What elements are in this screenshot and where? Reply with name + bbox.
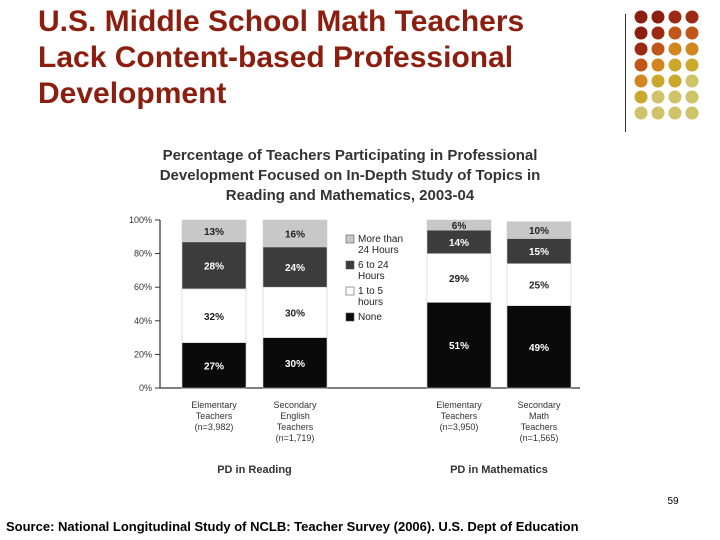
bar-data-label: 49% <box>528 342 550 354</box>
decorative-dot <box>686 59 699 72</box>
bar-data-label: 27% <box>203 361 225 373</box>
slide-title-line: Lack Content-based Professional <box>38 41 514 74</box>
legend-label: 24 Hours <box>358 245 399 256</box>
y-tick-label: 80% <box>133 248 152 259</box>
group-label: PD in Mathematics <box>450 464 548 476</box>
decorative-dot <box>669 43 682 56</box>
legend-label: 1 to 5 <box>358 286 384 297</box>
source-citation: Source: National Longitudinal Study of NCLB: Teacher Survey (2006). U.S. Dept of Education <box>6 519 579 534</box>
bar-data-label: 29% <box>448 273 470 285</box>
legend-label: Hours <box>358 271 385 282</box>
bar-data-label: 30% <box>284 308 306 320</box>
x-category-label: Secondary <box>273 400 317 410</box>
legend-label: None <box>358 312 382 323</box>
decorative-dot <box>635 27 648 40</box>
decorative-dot <box>669 59 682 72</box>
decorative-dot <box>652 91 665 104</box>
decorative-dot <box>669 91 682 104</box>
bar-data-label: 32% <box>203 311 225 323</box>
decorative-dot-grid <box>632 8 720 128</box>
slide-title-line: U.S. Middle School Math Teachers <box>38 5 525 38</box>
decorative-dot <box>652 43 665 56</box>
decorative-dot <box>652 75 665 88</box>
y-tick-label: 20% <box>133 349 152 360</box>
x-category-label: Teachers <box>520 422 558 432</box>
y-tick-label: 0% <box>138 383 152 393</box>
bar-data-label: 28% <box>203 261 225 273</box>
bar-data-label: 13% <box>203 226 225 238</box>
y-tick-label: 60% <box>133 282 152 293</box>
bar-data-label: 16% <box>284 229 306 241</box>
bar-data-label: 10% <box>528 226 550 238</box>
decorative-dot <box>686 11 699 24</box>
decorative-dot <box>686 27 699 40</box>
chart-title-line: Reading and Mathematics, 2003-04 <box>225 187 475 204</box>
x-category-label: Elementary <box>436 400 482 410</box>
x-category-label: English <box>280 411 310 421</box>
x-category-label: Teachers <box>276 422 314 432</box>
bar-data-label: 14% <box>448 237 470 249</box>
decorative-dot <box>669 107 682 120</box>
page-number: 59 <box>667 496 679 507</box>
x-category-label: Math <box>528 411 550 421</box>
decorative-dot <box>635 75 648 88</box>
bar-data-label: 24% <box>284 263 306 275</box>
x-category-label: Elementary <box>191 400 237 410</box>
x-category-label: (n=3,950) <box>439 422 479 432</box>
x-category-label: Teachers <box>195 411 233 421</box>
decorative-dot <box>669 27 682 40</box>
group-label: PD in Reading <box>217 464 292 476</box>
chart-title-line: Percentage of Teachers Participating in Professional <box>162 147 538 164</box>
decorative-dot <box>686 43 699 56</box>
slide-title-line: Development <box>38 77 227 110</box>
decorative-dot <box>652 107 665 120</box>
decorative-dot <box>669 11 682 24</box>
y-tick-label: 100% <box>128 215 152 225</box>
legend-label: hours <box>358 297 384 308</box>
bar-data-label: 15% <box>528 247 550 259</box>
decorative-dot <box>652 11 665 24</box>
slide-title <box>38 4 608 112</box>
decorative-dot <box>652 59 665 72</box>
x-category-label: Secondary <box>517 400 561 410</box>
bar-data-label: 25% <box>528 280 550 292</box>
decorative-dot <box>635 43 648 56</box>
x-category-label: (n=1,719) <box>275 433 315 443</box>
chart-title-line: Development Focused on In-Depth Study of Topics in <box>159 167 541 184</box>
decorative-dot <box>635 91 648 104</box>
legend-swatch <box>346 313 354 321</box>
decorative-dot <box>652 27 665 40</box>
title-divider <box>625 14 626 132</box>
decorative-dot <box>686 91 699 104</box>
bar-data-label: 6% <box>451 221 467 233</box>
decorative-dot <box>635 107 648 120</box>
decorative-dot <box>686 75 699 88</box>
legend-swatch <box>346 261 354 269</box>
x-category-label: Teachers <box>440 411 478 421</box>
legend-swatch <box>346 235 354 243</box>
legend-swatch <box>346 287 354 295</box>
legend-label: More than <box>358 234 404 245</box>
decorative-dot <box>635 59 648 72</box>
bar-data-label: 30% <box>284 358 306 370</box>
stacked-bar-chart <box>100 138 600 483</box>
x-category-label: (n=1,565) <box>519 433 559 443</box>
decorative-dot <box>686 107 699 120</box>
x-category-label: (n=3,982) <box>194 422 234 432</box>
decorative-dot <box>635 11 648 24</box>
y-tick-label: 40% <box>133 315 152 326</box>
bar-data-label: 51% <box>448 341 470 353</box>
decorative-dot <box>669 75 682 88</box>
legend-label: 6 to 24 <box>358 260 389 271</box>
